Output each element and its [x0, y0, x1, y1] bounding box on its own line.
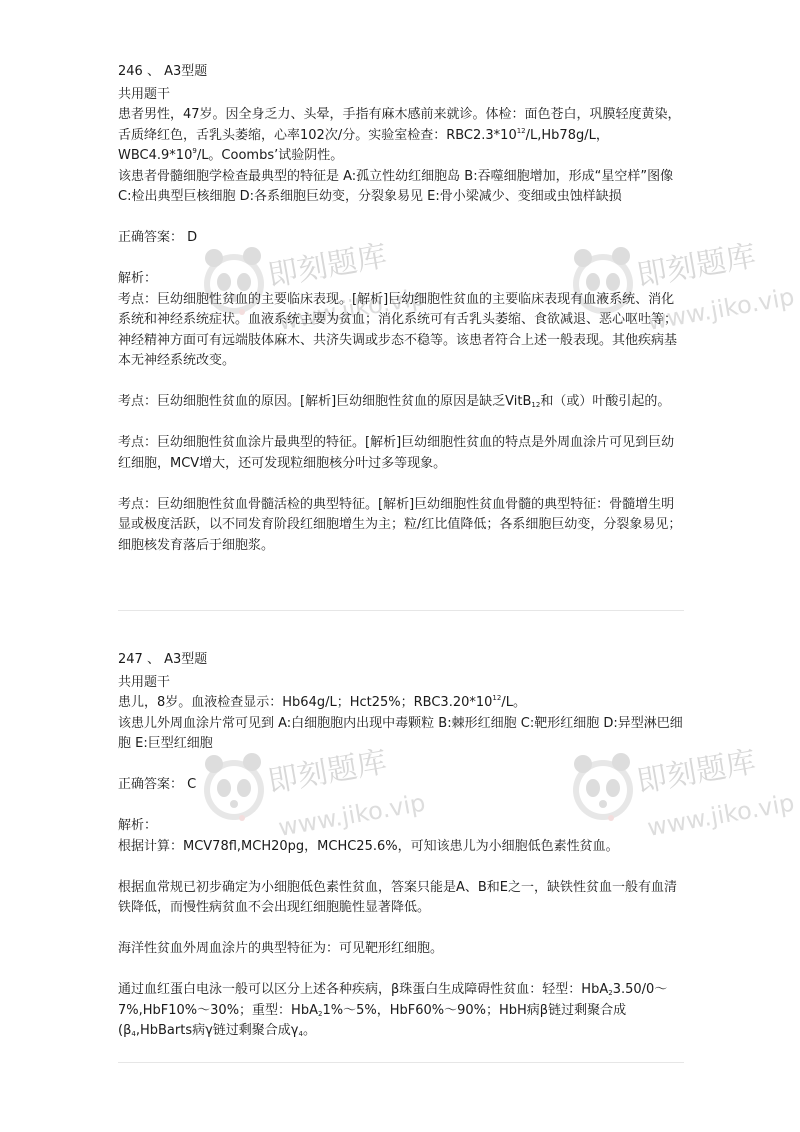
analysis-paragraph: 根据计算：MCV78fl,MCH20pg，MCHC25.6%，可知该患儿为小细胞低色素性贫血。	[118, 838, 619, 854]
stem-text: 患儿，8岁。血液检查显示：Hb64g/L；Hct25%；$RBC3.20*10^{12}/L$。	[118, 694, 526, 710]
answer-value: D	[187, 230, 198, 245]
watermark-url: www.jiko.vip	[645, 788, 797, 842]
question-247	[118, 650, 684, 1042]
watermark-url: www.jiko.vip	[645, 282, 797, 336]
analysis-label: 解析：	[118, 818, 158, 833]
watermark-text: 即刻题库	[265, 744, 390, 800]
stem-text: 患者男性，47岁。因全身乏力、头晕，手指有麻木感前来就诊。体检：面色苍白，巩膜轻度黄染，舌质绛红色，舌乳头萎缩，心率102次/分。实验室检查：$RBC2.3*10^{12}/L,Hb78g/L$，$WBC4.9*10^9/L$。Coombs’试验阴性。	[118, 107, 681, 163]
watermark-url: www.jiko.vip	[276, 788, 428, 842]
answer-line	[118, 228, 684, 249]
stem-label: 共用题干	[118, 674, 171, 690]
question-text: 该患儿外周血涂片常可见到 A:白细胞胞内出现中毒颗粒 B:棘形红细胞 C:靶形红细胞 D:异型淋巴细胞 E:巨型红细胞	[118, 715, 683, 751]
watermark-text: 即刻题库	[265, 238, 390, 294]
stem-label: 共用题干	[118, 86, 171, 102]
question-divider	[118, 1062, 684, 1063]
question-header: 247 、 A3型题	[118, 652, 208, 667]
question-246	[118, 62, 684, 556]
analysis-label: 解析：	[118, 271, 158, 286]
question-header: 246 、 A3型题	[118, 64, 208, 79]
answer-label: 正确答案：	[118, 230, 184, 245]
analysis-paragraph: 考点：巨幼细胞性贫血的原因。[解析]巨幼细胞性贫血的原因是缺乏VitB$_{12}$和（或）叶酸引起的。	[118, 394, 671, 409]
answer-label: 正确答案：	[118, 777, 184, 792]
analysis-paragraph: 考点：巨幼细胞性贫血骨髓活检的典型特征。[解析]巨幼细胞性贫血骨髓的典型特征：骨髓增生明显或极度活跃，以不同发育阶段红细胞增生为主；粒/红比值降低；各系细胞巨幼变，分裂象易见；细胞核发育落后于细胞浆。	[118, 496, 682, 553]
watermark-url: www.jiko.vip	[276, 282, 428, 336]
question-divider	[118, 610, 684, 611]
analysis-paragraph: 考点：巨幼细胞性贫血涂片最典型的特征。[解析]巨幼细胞性贫血的特点是外周血涂片可见到巨幼红细胞，MCV增大，还可发现粒细胞核分叶过多等现象。	[118, 435, 675, 471]
analysis-paragraph: 海洋性贫血外周血涂片的典型特征为：可见靶形红细胞。	[118, 941, 444, 956]
question-text: 该患者骨髓细胞学检查最典型的特征是 A:孤立性幼红细胞岛 B:吞噬细胞增加，形成“星空样”图像 C:检出典型巨核细胞 D:各系细胞巨幼变，分裂象易见 E:骨小梁减少、变细或虫蚀样缺损	[118, 168, 674, 204]
analysis-paragraph: 通过血红蛋白电泳一般可以区分上述各种疾病，β珠蛋白生成障碍性贫血：轻型：HbA$_2$3.50/0～7%,HbF10%～30%；重型：HbA$_2$1%～5%，HbF60%～90%；HbH病β链过剩聚合成($\beta_4,HbBarts$病γ链过剩聚合成$\gamma_4$。	[118, 982, 668, 1038]
analysis-paragraph: 根据血常规已初步确定为小细胞低色素性贫血，答案只能是A、B和E之一，缺铁性贫血一般有血清铁降低，而慢性病贫血不会出现红细胞脆性显著降低。	[118, 879, 678, 915]
watermark-text: 即刻题库	[634, 744, 759, 800]
answer-line	[118, 775, 684, 796]
analysis-paragraph: 考点：巨幼细胞性贫血的主要临床表现。[解析]巨幼细胞性贫血的主要临床表现有血液系统、消化系统和神经系统症状。血液系统主要为贫血；消化系统可有舌乳头萎缩、食欲减退、恶心呕吐等；神经精神方面可有远端肢体麻木、共济失调或步态不稳等。该患者符合上述一般表现。其他疾病基本无神经系统改变。	[118, 291, 678, 368]
watermark-text: 即刻题库	[634, 238, 759, 294]
answer-value: C	[187, 777, 197, 792]
